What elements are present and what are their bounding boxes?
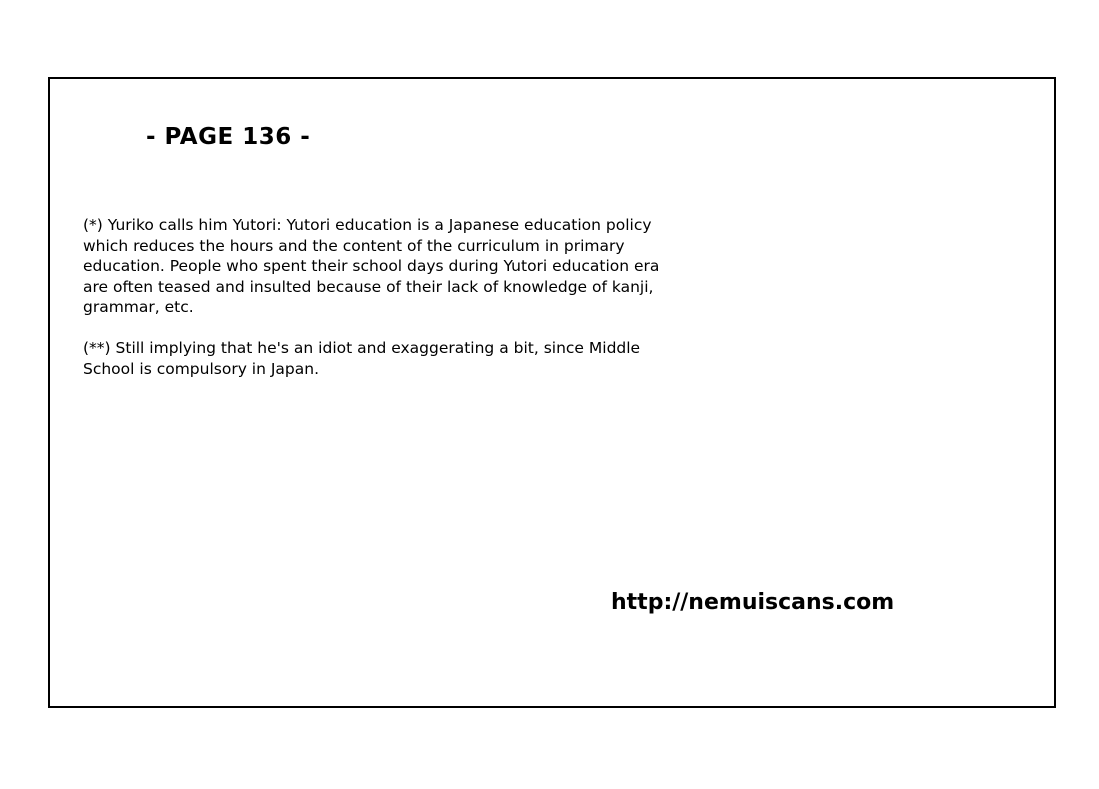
site-url: http://nemuiscans.com <box>611 590 895 615</box>
translation-note-2: (**) Still implying that he's an idiot and exaggerating a bit, since Middle School is compulsory in Japan. <box>83 339 641 378</box>
translation-notes <box>83 215 683 400</box>
translation-note-1: (*) Yuriko calls him Yutori: Yutori education is a Japanese education policy which reduces the hours and the content of the curriculum in primary education. People who spent their school days during Yutori education era are often teased and insulted because of their lack of knowledge of kanji, grammar, etc. <box>83 216 660 316</box>
page-heading: - PAGE 136 - <box>146 124 311 150</box>
